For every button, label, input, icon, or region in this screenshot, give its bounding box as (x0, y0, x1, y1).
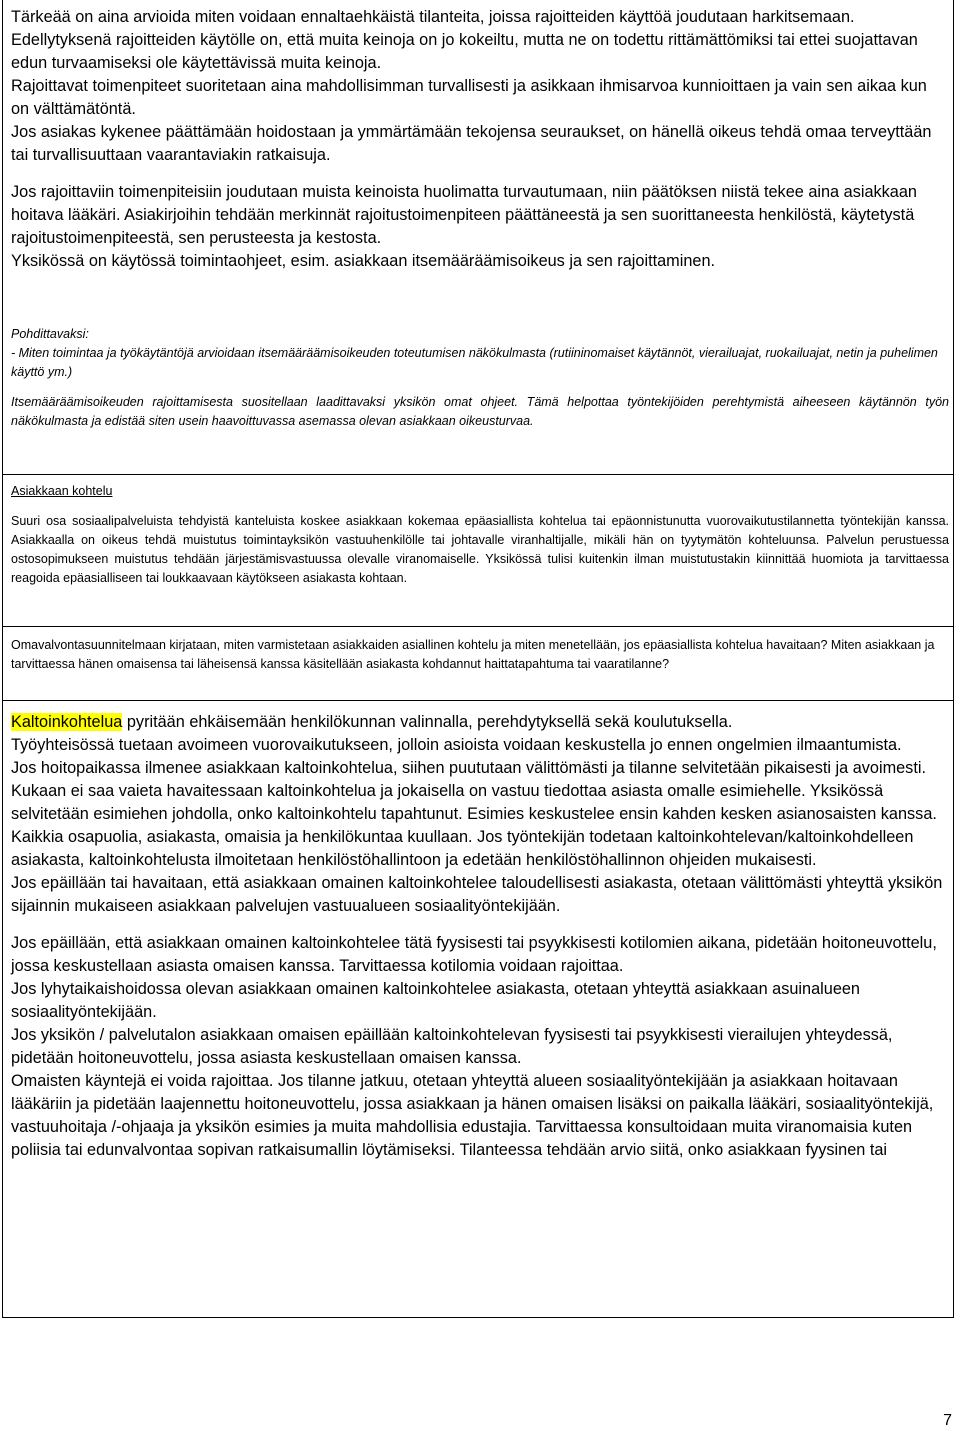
page-number: 7 (943, 1412, 952, 1429)
reflection-note: Itsemääräämisoikeuden rajoittamisesta suositellaan laadittavaksi yksikön omat ohjeet. Tämä helpottaa työntekijöiden perehtymistä aiheeseen käytännön työn näkökulmasta ja edistää siten usein haavoittuvassa asemassa olevan asiakkaan oikeusturvaa. (11, 395, 949, 428)
reflection-block (11, 325, 949, 431)
paragraph: Omavalvontasuunnitelmaan kirjataan, miten varmistetaan asiakkaiden asiallinen kohtelu ja miten menetellään, jos epäasiallista kohtelua havaitaan? Miten asiakkaan ja tarvittaessa hänen omaisensa tai läheisensä kanssa käsitellään asiakasta kohdannut haittatapahtuma tai vaaratilanne? (11, 638, 935, 671)
paragraph: Jos asiakas kykenee päättämään hoidostaan ja ymmärtämään tekojensa seuraukset, on hänellä oikeus tehdä omaa terveyttään tai turvallisuuttaan vaarantaviakin ratkaisuja. (11, 123, 932, 164)
reflection-question: - Miten toimintaa ja työkäytäntöjä arvioidaan itsemääräämisoikeuden toteutumisen näkökulmasta (rutiininomaiset käytännöt, vierailuajat, ruokailuajat, netin ja puhelimen käyttö ym.) (11, 346, 938, 379)
paragraph: Edellytyksenä rajoitteiden käytölle on, että muita keinoja on jo kokeiltu, mutta ne on todettu rittämättömiksi tai ettei suojattavan edun turvaamiseksi ole käytettävissä muita keinoja. (11, 31, 918, 72)
paragraph: Tärkeää on aina arvioida miten voidaan ennaltaehkäistä tilanteita, joissa rajoitteiden käyttöä joudutaan harkitsemaan. (11, 8, 855, 26)
divider (2, 1317, 954, 1318)
section-heading: Asiakkaan kohtelu (11, 484, 113, 498)
paragraph: Suuri osa sosiaalipalveluista tehdyistä kanteluista koskee asiakkaan kokemaa epäasiallista kohtelua tai epäonnistunutta vuorovaikutustilannetta työntekijän kanssa. Asiakkaalla on oikeus tehdä muistutus toimintayksikön vastuuhenkilölle tai johtavalle viranhaltijalle, mikäli hän on tyytymätön kohteluunsa. Palvelun perustuessa ostosopimukseen muistutus tehdään järjestämisvastuussa olevalle viranomaiselle. Yksikössä tulisi kuitenkin ilman muistutustakin kiinnittää huomiota ja tarvittaessa reagoida epäasialliseen tai loukkaavaan käytökseen asiakasta kohtaan. (11, 514, 949, 585)
paragraph: Yksikössä on käytössä toimintaohjeet, esim. asiakkaan itsemääräämisoikeus ja sen rajoittaminen. (11, 252, 716, 270)
divider (2, 700, 954, 701)
paragraph: Omaisten käyntejä ei voida rajoittaa. Jos tilanne jatkuu, otetaan yhteyttä alueen sosiaalityöntekijään ja asiakkaan hoitavaan lääkäriin ja pidetään laajennettu hoitoneuvottelu, jossa asiakkaan ja hänen omaisen lisäksi on paikalla lääkäri, sosiaalityöntekijä, vastuuhoitaja /-ohjaaja ja yksikön esimies ja muita mahdollisia edustajia. Tarvittaessa konsultoidaan muita viranomaisia kuten poliisia tai edunvalvontaa sopivan ratkaisumallin löytämiseksi. Tilanteessa tehdään arvio siitä, onko asiakkaan fyysinen tai (11, 1072, 934, 1159)
divider (2, 474, 954, 475)
paragraph: Rajoittavat toimenpiteet suoritetaan aina mahdollisimman turvallisesti ja asikkaan ihmisarvoa kunnioittaen ja vain sen aikaa kun on välttämätöntä. (11, 77, 927, 118)
paragraph: Jos rajoittaviin toimenpiteisiin joudutaan muista keinoista huolimatta turvautumaan, niin päätöksen niistä tekee aina asiakkaan hoitava lääkäri. Asiakirjoihin tehdään merkinnät rajoitustoimenpiteen päättäneestä ja sen suorittaneesta henkilöstä, käytetystä rajoitustoimenpiteestä, sen perusteesta ja kestosta. (11, 183, 917, 247)
kaltoinkohtelu-section (11, 711, 949, 1162)
paragraph: Työyhteisössä tuetaan avoimeen vuorovaikutukseen, jolloin asioista voidaan keskustella jo ennen ongelmien ilmaantumista. (11, 736, 902, 754)
paragraph: Jos hoitopaikassa ilmenee asiakkaan kaltoinkohtelua, siihen puututaan välittömästi ja tilanne selvitetään pikaisesti ja avoimesti. Kukaan ei saa vaieta havaitessaan kaltoinkohtelua ja jokaisella on vastuu tiedottaa asiasta omalle esimiehelle. Yksikössä selvitetään esimiehen johdolla, onko kaltoinkohtelu tapahtunut. Esimies keskustelee ensin kahden kesken asianosaisten kanssa. Kaikkia osapuolia, asiakasta, omaisia ja henkilökuntaa kuullaan. Jos työntekijän todetaan kaltoinkohtelevan/kaltoinkohdelleen asiakasta, kaltoinkohtelusta ilmoitetaan henkilöstöhallintoon ja edetään henkilöstöhallinnon ohjeiden mukaisesti. (11, 759, 937, 869)
reflection-label: Pohdittavaksi: (11, 327, 89, 341)
paragraph: Kaltoinkohtelua pyritään ehkäisemään henkilökunnan valinnalla, perehdytyksellä sekä koulutuksella. (11, 713, 733, 731)
paragraph: Jos epäillään, että asiakkaan omainen kaltoinkohtelee tätä fyysisesti tai psyykkisesti kotilomien aikana, pidetään hoitoneuvottelu, jossa keskustellaan asiasta omaisen kanssa. Tarvittaessa kotilomia voidaan rajoittaa. (11, 934, 937, 975)
paragraph: Jos lyhytaikaishoidossa olevan asiakkaan omainen kaltoinkohtelee asiakasta, otetaan yhteyttä asiakkaan asuinalueen sosiaalityöntekijään. (11, 980, 860, 1021)
kohtelu-section (11, 482, 949, 588)
document-body (11, 6, 949, 273)
kohtelu-omavalvonta (11, 636, 949, 674)
divider (2, 626, 954, 627)
paragraph: Jos epäillään tai havaitaan, että asiakkaan omainen kaltoinkohtelee taloudellisesti asiakasta, otetaan välittömästi yhteyttä yksikön sijainnin mukaiseen asiakkaan palvelujen vastuualueen sosiaalityöntekijään. (11, 874, 943, 915)
highlighted-term: Kaltoinkohtelua (11, 713, 123, 731)
paragraph: Jos yksikön / palvelutalon asiakkaan omaisen epäillään kaltoinkohtelevan fyysisesti tai psyykkisesti vierailujen yhteydessä, pidetään hoitoneuvottelu, jossa asiasta keskustellaan omaisen kanssa. (11, 1026, 893, 1067)
